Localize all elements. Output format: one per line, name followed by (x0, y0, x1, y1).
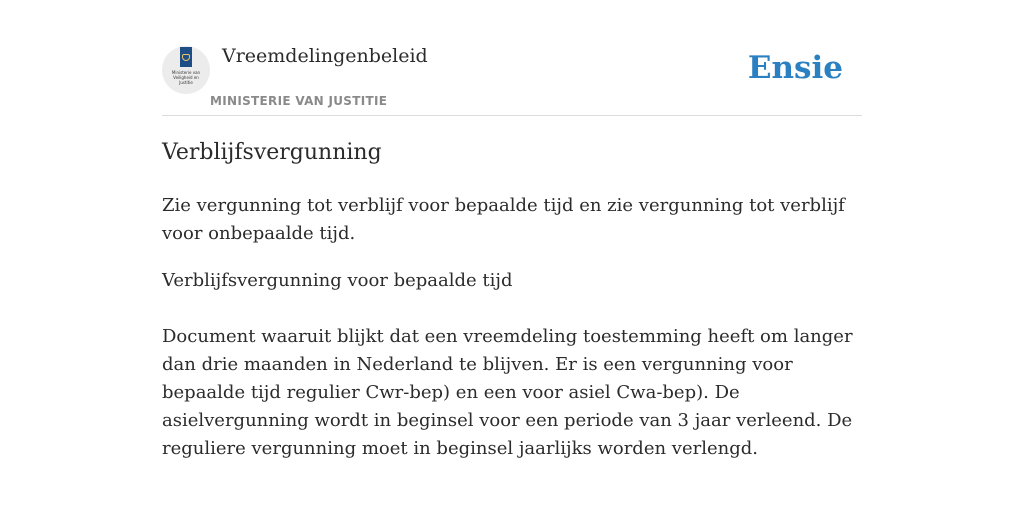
entry-title: Verblijfsvergunning (162, 140, 382, 165)
entry-paragraph: Zie vergunning tot verblijf voor bepaalde tijd en zie vergunning tot verblijf voor onbepaalde tijd. (162, 195, 845, 244)
logo-text-line: Justitie (179, 80, 193, 85)
page (162, 0, 862, 459)
source-title[interactable]: Vreemdelingenbeleid (222, 45, 428, 67)
entry-paragraph: Verblijfsvergunning voor bepaalde tijd (162, 270, 513, 291)
logo-text-line: Veiligheid en (173, 75, 199, 80)
logo-text-line: Ministerie van (171, 70, 201, 75)
header (162, 0, 862, 116)
ministry-logo[interactable] (162, 46, 210, 94)
brand-logo-link[interactable]: Ensie (747, 50, 843, 86)
source-subtitle: MINISTERIE VAN JUSTITIE (210, 94, 388, 108)
entry-paragraph: Document waaruit blijkt dat een vreemdeling toestemming heeft om langer dan drie maanden in Nederland te blijven. Er is een vergunning voor bepaalde tijd regulier Cwr-bep) en een voor asiel Cwa-bep). De asielvergunning wordt in beginsel voor een periode van 3 jaar verleend. De reguliere vergunning moet in beginsel jaarlijks worden verlengd. (162, 326, 853, 459)
